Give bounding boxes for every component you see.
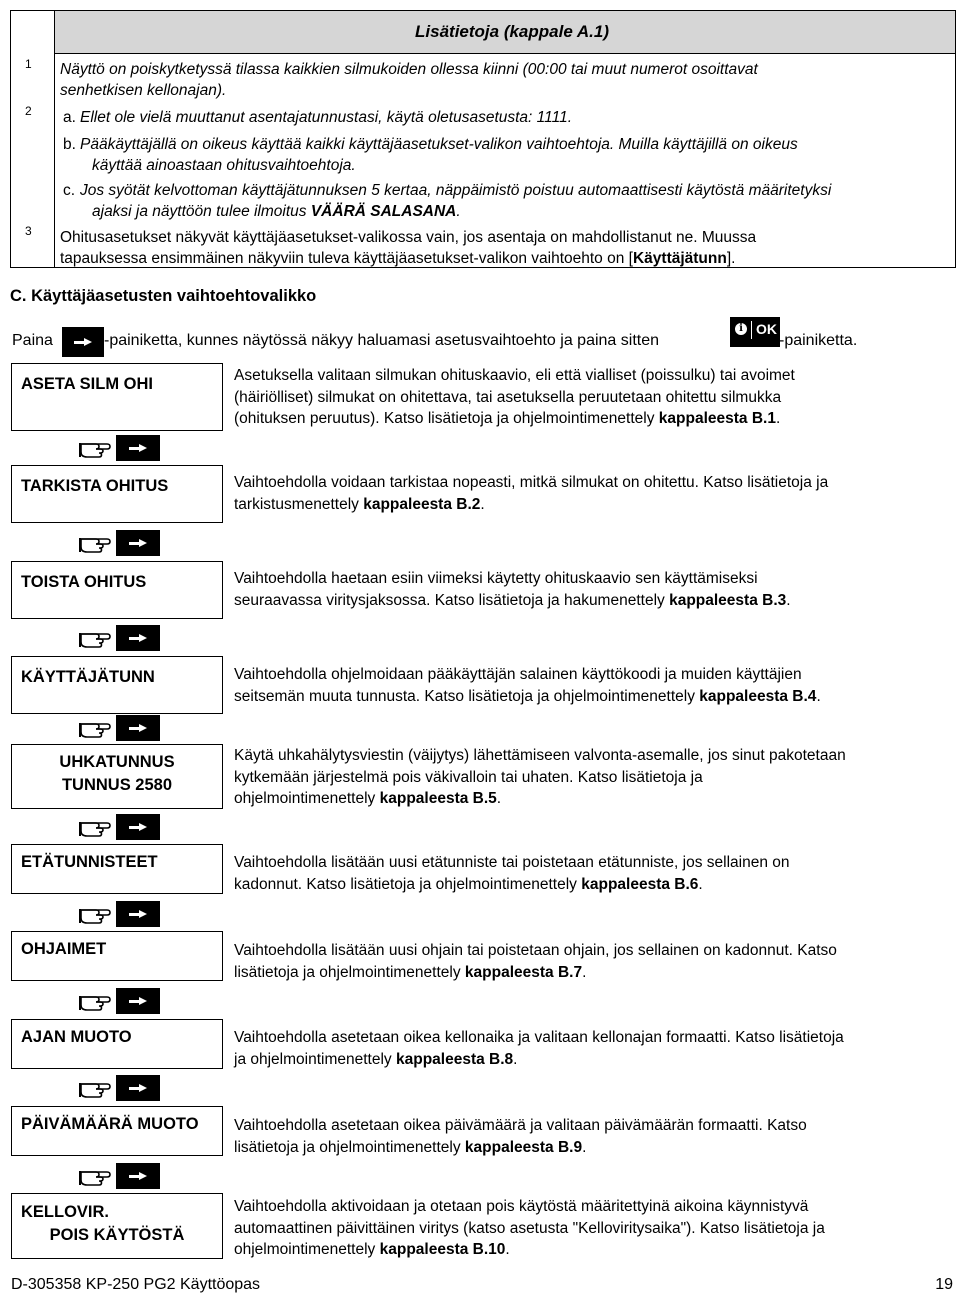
desc-ref: kappaleesta B.3 [669, 591, 787, 609]
menu-box-uhkatunnus [11, 744, 223, 809]
desc-end: . [582, 1138, 587, 1156]
note-3-line-2: tapauksessa ensimmäinen näkyviin tuleva käyttäjäasetukset-valikon vaihtoehto on [ [60, 250, 633, 267]
desc-line: ohjelmointimenettely [234, 790, 380, 807]
pointing-hand-icon [79, 1166, 112, 1191]
desc-kayttajatunn [234, 664, 934, 707]
note-2c [63, 180, 831, 222]
menu-box-etatunnisteet [11, 844, 223, 894]
desc-line: (häiriölliset) silmukat on ohitettava, tai asetuksella peruutetaan ohitettu silmukka [234, 388, 782, 406]
note-2b-line-2: käyttää ainoastaan ohitusvaihtoehtoja. [92, 157, 356, 174]
desc-line: kytkemään järjestelmä pois väkivalloin tai uhaten. Katso lisätietoja ja [234, 768, 703, 786]
pointing-hand-icon [79, 628, 112, 653]
desc-end: . [496, 790, 502, 807]
desc-ref: kappaleesta B.5 [379, 790, 497, 807]
next-arrow-icon [116, 435, 160, 461]
note-2c-line-2: ajaksi ja näyttöön tulee ilmoitus [92, 203, 311, 220]
nav-row-4 [79, 715, 161, 741]
note-3-end: ]. [726, 250, 736, 267]
desc-end: . [816, 687, 821, 705]
pointing-hand-icon [79, 438, 112, 463]
menu-box-paivamaara-muoto [11, 1106, 223, 1156]
pointing-hand-icon [79, 817, 112, 842]
desc-line: lisätietoja ja ohjelmointimenettely [234, 963, 465, 981]
desc-ref: kappaleesta B.6 [581, 875, 699, 893]
note-2c-line-1: Jos syötät kelvottoman käyttäjätunnuksen 5 kertaa, näppäimistö poistuu automaattisesti käytöstä määritetyksi [80, 182, 832, 199]
menu-box-ajan-muoto [11, 1019, 223, 1069]
note-2b [63, 134, 798, 176]
notes-divider [54, 11, 55, 267]
desc-line: Vaihtoehdolla haetaan esiin viimeksi käytetty ohituskaavio sen käyttämiseksi [234, 570, 758, 587]
desc-uhkatunnus [234, 745, 934, 810]
menu-box-label: POIS KÄYTÖSTÄ [49, 1226, 185, 1244]
menu-box-aseta-silm-ohi [11, 363, 223, 431]
desc-ohjaimet [234, 940, 934, 983]
note-number-3: 3 [25, 224, 32, 238]
next-arrow-icon [116, 530, 160, 556]
desc-line: Vaihtoehdolla asetetaan oikea päivämäärä ja valitaan päivämäärän formaatti. Katso [234, 1117, 807, 1134]
desc-end: . [698, 875, 703, 893]
menu-box-label: PÄIVÄMÄÄRÄ MUOTO [21, 1115, 199, 1133]
pointing-hand-icon [79, 904, 112, 929]
menu-box-label: UHKATUNNUS [59, 753, 175, 771]
menu-box-label: OHJAIMET [21, 940, 107, 958]
desc-line: seitsemän muuta tunnusta. Katso lisätietoja ja ohjelmointimenettely [234, 687, 700, 705]
nav-row-3 [79, 625, 161, 651]
desc-end: . [775, 410, 781, 427]
notes-header [54, 11, 955, 54]
note-2c-end: . [456, 203, 461, 220]
desc-line: seuraavassa viritysjaksossa. Katso lisätietoja ja hakumenettely [234, 591, 670, 609]
desc-aseta-silm-ohi [234, 365, 934, 430]
info-ok-key [730, 317, 780, 347]
notes-table [10, 10, 956, 268]
desc-line: Vaihtoehdolla lisätään uusi ohjain tai poistetaan ohjain, jos sellainen on kadonnut. Katso [234, 942, 837, 959]
page-number: 19 [935, 1276, 953, 1293]
nav-row-8 [79, 1075, 161, 1101]
next-arrow-icon [116, 1163, 160, 1189]
nav-row-9 [79, 1163, 161, 1189]
note-1-line-1: Näyttö on poiskytketyssä tilassa kaikkien silmukoiden ollessa kiinni (00:00 tai muut numerot osoittavat [60, 61, 758, 78]
ok-label: OK [756, 321, 777, 337]
desc-end: . [582, 963, 587, 981]
pointing-hand-icon [79, 718, 112, 743]
desc-line: Vaihtoehdolla lisätään uusi etätunniste tai poistetaan etätunniste, jos sellainen on [234, 854, 790, 871]
note-2b-letter: b. [63, 136, 76, 153]
nav-row-2 [79, 530, 161, 556]
note-number-2: 2 [25, 104, 32, 118]
note-1-line-2: senhetkisen kellonajan). [60, 82, 227, 99]
footer-doc-title: D-305358 KP-250 PG2 Käyttöopas [11, 1276, 261, 1293]
info-icon: i [735, 323, 747, 335]
desc-kellovir [234, 1196, 934, 1261]
note-2c-bold: VÄÄRÄ SALASANA [310, 203, 457, 220]
desc-line: Käytä uhkahälytysviestin (väijytys) lähettämiseen valvonta-asemalle, jos sinut pakotetaan [234, 747, 846, 764]
next-arrow-icon [116, 1075, 160, 1101]
desc-ref: kappaleesta B.10 [379, 1241, 506, 1258]
note-3-line-1: Ohitusasetukset näkyvät käyttäjäasetukset-valikossa vain, jos asentaja on mahdollistanut ne. Muussa [60, 229, 757, 246]
nav-row-6 [79, 901, 161, 927]
next-arrow-icon [116, 901, 160, 927]
desc-ref: kappaleesta B.1 [658, 410, 776, 427]
menu-box-ohjaimet [11, 931, 223, 981]
desc-ref: kappaleesta B.2 [363, 495, 481, 513]
desc-line: Vaihtoehdolla voidaan tarkistaa nopeasti, mitkä silmukat on ohitettu. Katso lisätietoja ja [234, 474, 829, 491]
desc-tarkista-ohitus [234, 472, 934, 515]
desc-line: tarkistusmenettely [234, 495, 364, 513]
desc-etatunnisteet [234, 852, 934, 895]
note-3-text [60, 227, 756, 269]
desc-line: Vaihtoehdolla ohjelmoidaan pääkäyttäjän salainen käyttökoodi ja muiden käyttäjien [234, 666, 802, 683]
menu-box-label: TARKISTA OHITUS [21, 477, 169, 495]
desc-ref: kappaleesta B.8 [395, 1050, 514, 1068]
desc-line: Vaihtoehdolla aktivoidaan ja otetaan pois käytöstä määritettyinä aikoina käynnistyvä [234, 1198, 809, 1215]
desc-end: . [480, 495, 485, 513]
next-arrow-icon [116, 715, 160, 741]
note-3-bold: Käyttäjätunn [632, 250, 727, 267]
desc-line: ja ohjelmointimenettely [234, 1050, 396, 1068]
nav-row-7 [79, 988, 161, 1014]
notes-title: Lisätietoja (kappale A.1) [415, 22, 609, 41]
note-2c-letter: c. [63, 182, 76, 199]
desc-line: lisätietoja ja ohjelmointimenettely [234, 1138, 465, 1156]
pointing-hand-icon [79, 1078, 112, 1103]
desc-line: automaattinen päivittäinen viritys (katso asetusta "Kelloviritysaika"). Katso lisätietoja ja [234, 1219, 825, 1237]
menu-box-label: TUNNUS 2580 [61, 776, 173, 794]
desc-ref: kappaleesta B.7 [464, 963, 583, 981]
note-2a-letter: a. [63, 109, 76, 126]
desc-line: Asetuksella valitaan silmukan ohituskaavio, eli että vialliset (poissulku) tai avoimet [234, 367, 795, 384]
section-title: C. Käyttäjäasetusten vaihtoehtovalikko [10, 287, 317, 305]
desc-ajan-muoto [234, 1027, 934, 1070]
instruction-post: -painiketta. [779, 332, 858, 349]
instruction-line [12, 321, 957, 355]
desc-ref: kappaleesta B.4 [699, 687, 817, 705]
pointing-hand-icon [79, 991, 112, 1016]
next-arrow-icon [116, 988, 160, 1014]
desc-end: . [513, 1050, 518, 1068]
next-arrow-icon [116, 625, 160, 651]
menu-box-label: ASETA SILM OHI [21, 375, 153, 393]
menu-box-tarkista-ohitus [11, 465, 223, 523]
menu-box-label: ETÄTUNNISTEET [21, 853, 158, 871]
menu-box-label: KELLOVIR. [21, 1203, 110, 1221]
menu-box-label: TOISTA OHITUS [21, 573, 147, 591]
desc-line: kadonnut. Katso lisätietoja ja ohjelmointimenettely [234, 875, 582, 893]
desc-end: . [505, 1241, 510, 1258]
menu-box-label: KÄYTTÄJÄTUNN [21, 668, 155, 686]
desc-line: ohjelmointimenettely [234, 1241, 380, 1258]
note-number-1: 1 [25, 57, 32, 71]
next-arrow-icon [62, 327, 104, 357]
desc-line: Vaihtoehdolla asetetaan oikea kellonaika ja valitaan kellonajan formaatti. Katso lisätietoja [234, 1029, 844, 1046]
desc-ref: kappaleesta B.9 [464, 1138, 583, 1156]
menu-box-toista-ohitus [11, 561, 223, 619]
note-2b-line-1: Pääkäyttäjällä on oikeus käyttää kaikki käyttäjäasetukset-valikon vaihtoehtoja. Muilla käyttäjillä on oikeus [80, 136, 798, 153]
next-arrow-icon [116, 814, 160, 840]
desc-end: . [786, 591, 791, 609]
instruction-mid: -painiketta, kunnes näytössä näkyy haluamasi asetusvaihtoehto ja paina sitten [104, 332, 660, 349]
desc-line: (ohituksen peruutus). Katso lisätietoja ja ohjelmointimenettely [234, 410, 659, 427]
nav-row-1 [79, 435, 161, 461]
note-1-text [60, 59, 758, 101]
instruction-pre: Paina [12, 332, 53, 349]
note-2a-text: Ellet ole vielä muuttanut asentajatunnustasi, käytä oletusasetusta: 1111. [80, 109, 573, 126]
note-2a [63, 107, 572, 128]
menu-box-kellovir [11, 1193, 223, 1259]
menu-box-kayttajatunn [11, 656, 223, 714]
desc-toista-ohitus [234, 568, 934, 611]
pointing-hand-icon [79, 533, 112, 558]
nav-row-5 [79, 814, 161, 840]
menu-box-label: AJAN MUOTO [21, 1028, 132, 1046]
desc-paivamaara-muoto [234, 1115, 934, 1158]
